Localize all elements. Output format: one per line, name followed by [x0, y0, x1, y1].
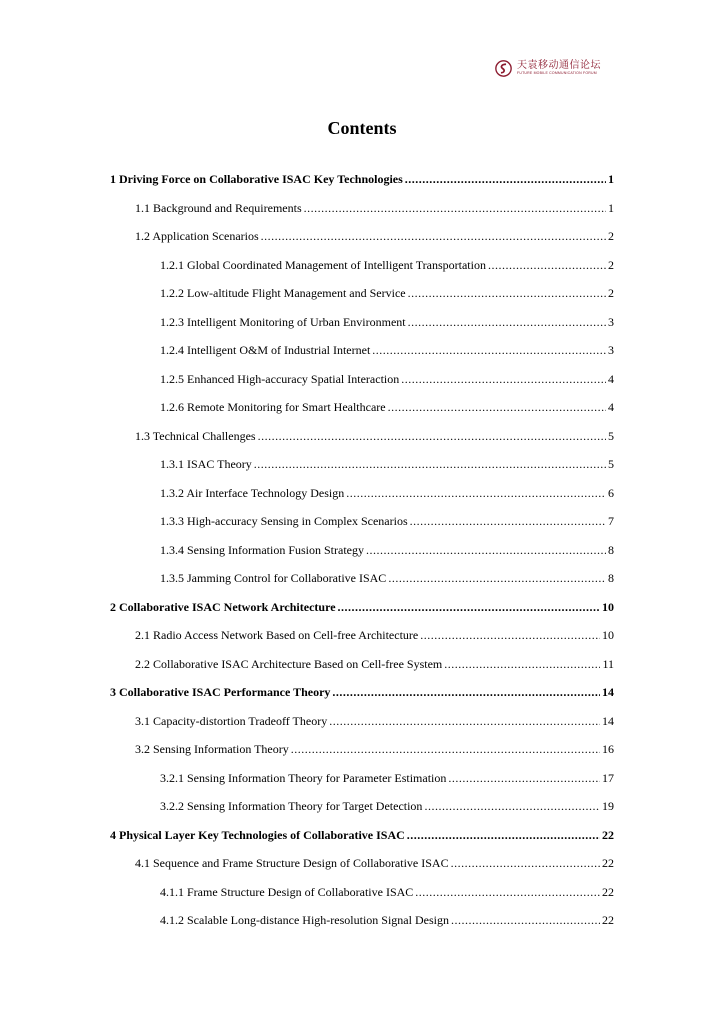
toc-entry-page-number: 8	[608, 571, 614, 585]
toc-dot-leader	[254, 457, 606, 472]
toc-entry-title: 4.1.1 Frame Structure Design of Collaborative ISAC	[160, 884, 414, 899]
toc-dot-leader	[408, 286, 606, 301]
toc-entry-page-number: 10	[602, 599, 614, 614]
toc-entry-page-number: 5	[608, 428, 614, 443]
toc-entry-page-number: 14	[602, 685, 614, 699]
forum-logo-icon	[495, 60, 512, 77]
toc-entry-page-number: 22	[602, 913, 614, 927]
toc-entry-title: 1.2.5 Enhanced High-accuracy Spatial Interaction	[160, 371, 400, 386]
toc-entry-page-number: 17	[602, 770, 614, 785]
toc-entry-level-2[interactable]	[135, 229, 614, 247]
toc-entry-level-3[interactable]	[160, 514, 614, 532]
toc-entry-title: 1.3.2 Air Interface Technology Design	[160, 485, 345, 500]
toc-entry-page-number: 1	[608, 200, 614, 215]
toc-dot-leader	[258, 429, 606, 444]
logo-text	[517, 61, 601, 76]
toc-entry-page-number: 14	[602, 713, 614, 728]
toc-entry-page-number: 10	[602, 628, 614, 642]
toc-entry-title: 2.2 Collaborative ISAC Architecture Based on Cell-free System	[135, 656, 443, 671]
toc-entry-level-2[interactable]	[135, 856, 614, 874]
toc-entry-title: 1.3 Technical Challenges	[135, 428, 256, 443]
toc-dot-leader	[424, 799, 600, 814]
toc-dot-leader	[451, 913, 600, 928]
toc-entry-title: 2.1 Radio Access Network Based on Cell-free Architecture	[135, 628, 419, 642]
toc-dot-leader	[408, 315, 606, 330]
toc-entry-level-2[interactable]	[135, 742, 614, 760]
toc-entry-level-3[interactable]	[160, 400, 614, 418]
toc-entry-level-3[interactable]	[160, 286, 614, 304]
toc-entry-level-1[interactable]	[110, 685, 614, 703]
toc-entry-level-3[interactable]	[160, 571, 614, 589]
toc-entry-level-2[interactable]	[135, 628, 614, 646]
toc-entry-page-number: 4	[608, 371, 614, 386]
toc-entry-level-3[interactable]	[160, 457, 614, 475]
toc-entry-title: 1.2.1 Global Coordinated Management of Intelligent Transportation	[160, 257, 486, 272]
toc-entry-title: 3.1 Capacity-distortion Tradeoff Theory	[135, 713, 328, 728]
toc-entry-level-3[interactable]	[160, 343, 614, 361]
toc-entry-title: 1.2.4 Intelligent O&M of Industrial Internet	[160, 343, 371, 357]
toc-entry-title: 3 Collaborative ISAC Performance Theory	[110, 685, 331, 699]
toc-entry-title: 1.1 Background and Requirements	[135, 200, 302, 215]
toc-entry-page-number: 16	[602, 742, 614, 756]
toc-entry-level-3[interactable]	[160, 372, 614, 390]
toc-entry-title: 1.2.3 Intelligent Monitoring of Urban Environment	[160, 314, 406, 329]
toc-entry-level-1[interactable]	[110, 600, 614, 618]
toc-entry-page-number: 2	[608, 257, 614, 272]
toc-dot-leader	[338, 600, 600, 615]
toc-entry-title: 4.1.2 Scalable Long-distance High-resolution Signal Design	[160, 913, 449, 927]
toc-dot-leader	[372, 343, 606, 358]
toc-entry-page-number: 4	[608, 400, 614, 414]
logo-english-name: FUTURE MOBILE COMMUNICATION FORUM	[517, 71, 597, 76]
toc-entry-level-1[interactable]	[110, 828, 614, 846]
toc-entry-title: 3.2 Sensing Information Theory	[135, 742, 289, 756]
toc-entry-title: 1.2.6 Remote Monitoring for Smart Healthcare	[160, 400, 386, 414]
toc-entry-level-2[interactable]	[135, 657, 614, 675]
toc-entry-page-number: 8	[608, 542, 614, 557]
toc-entry-page-number: 19	[602, 799, 614, 813]
toc-dot-leader	[388, 400, 606, 415]
toc-entry-level-3[interactable]	[160, 771, 614, 789]
toc-dot-leader	[410, 514, 606, 529]
toc-dot-leader	[261, 229, 606, 244]
page-title: Contents	[327, 118, 397, 138]
toc-entry-title: 1.2 Application Scenarios	[135, 229, 259, 243]
header-logo	[495, 60, 601, 77]
toc-entry-page-number: 11	[602, 656, 614, 671]
toc-entry-page-number: 2	[608, 286, 614, 300]
toc-entry-level-3[interactable]	[160, 258, 614, 276]
toc-entry-title: 1 Driving Force on Collaborative ISAC Key Technologies	[110, 172, 403, 186]
toc-entry-page-number: 22	[602, 856, 614, 870]
toc-dot-leader	[407, 828, 600, 843]
toc-entry-title: 4 Physical Layer Key Technologies of Collaborative ISAC	[110, 827, 405, 842]
toc-entry-page-number: 3	[608, 314, 614, 329]
toc-entry-level-3[interactable]	[160, 913, 614, 931]
toc-dot-leader	[332, 685, 600, 700]
toc-entry-level-3[interactable]	[160, 315, 614, 333]
toc-entry-title: 1.3.5 Jamming Control for Collaborative ISAC	[160, 571, 387, 585]
toc-entry-level-2[interactable]	[135, 714, 614, 732]
toc-entry-page-number: 1	[608, 172, 614, 186]
toc-entry-level-2[interactable]	[135, 201, 614, 219]
toc-entry-level-1[interactable]	[110, 172, 614, 190]
toc-entry-title: 2 Collaborative ISAC Network Architecture	[110, 599, 336, 614]
toc-entry-title: 1.2.2 Low-altitude Flight Management and Service	[160, 286, 406, 300]
toc-entry-level-3[interactable]	[160, 799, 614, 817]
toc-entry-title: 3.2.1 Sensing Information Theory for Parameter Estimation	[160, 770, 447, 785]
toc-entry-page-number: 7	[608, 514, 614, 528]
toc-dot-leader	[444, 657, 600, 672]
toc-dot-leader	[304, 201, 606, 216]
toc-entry-level-3[interactable]	[160, 885, 614, 903]
toc-dot-leader	[488, 258, 606, 273]
toc-dot-leader	[291, 742, 600, 757]
toc-entry-page-number: 22	[602, 827, 614, 842]
toc-dot-leader	[346, 486, 606, 501]
toc-dot-leader	[405, 172, 606, 187]
toc-entry-title: 1.3.4 Sensing Information Fusion Strategy	[160, 542, 364, 557]
toc-dot-leader	[415, 885, 600, 900]
toc-entry-page-number: 5	[608, 457, 614, 471]
toc-dot-leader	[451, 856, 600, 871]
toc-dot-leader	[366, 543, 606, 558]
toc-dot-leader	[401, 372, 606, 387]
toc-dot-leader	[388, 571, 606, 586]
toc-dot-leader	[420, 628, 600, 643]
toc-entry-title: 1.3.3 High-accuracy Sensing in Complex Scenarios	[160, 514, 408, 528]
toc-entry-page-number: 6	[608, 485, 614, 500]
toc-entry-title: 3.2.2 Sensing Information Theory for Target Detection	[160, 799, 423, 813]
toc-entry-page-number: 22	[602, 884, 614, 899]
toc-dot-leader	[329, 714, 600, 729]
toc-entry-title: 4.1 Sequence and Frame Structure Design of Collaborative ISAC	[135, 856, 449, 870]
toc-entry-level-3[interactable]	[160, 543, 614, 561]
toc-entry-title: 1.3.1 ISAC Theory	[160, 457, 252, 471]
toc-entry-page-number: 2	[608, 229, 614, 243]
toc-entry-level-3[interactable]	[160, 486, 614, 504]
logo-chinese-name: 天袁移动通信论坛	[517, 60, 601, 72]
toc-entry-level-2[interactable]	[135, 429, 614, 447]
toc-dot-leader	[448, 771, 600, 786]
toc-entry-page-number: 3	[608, 343, 614, 357]
